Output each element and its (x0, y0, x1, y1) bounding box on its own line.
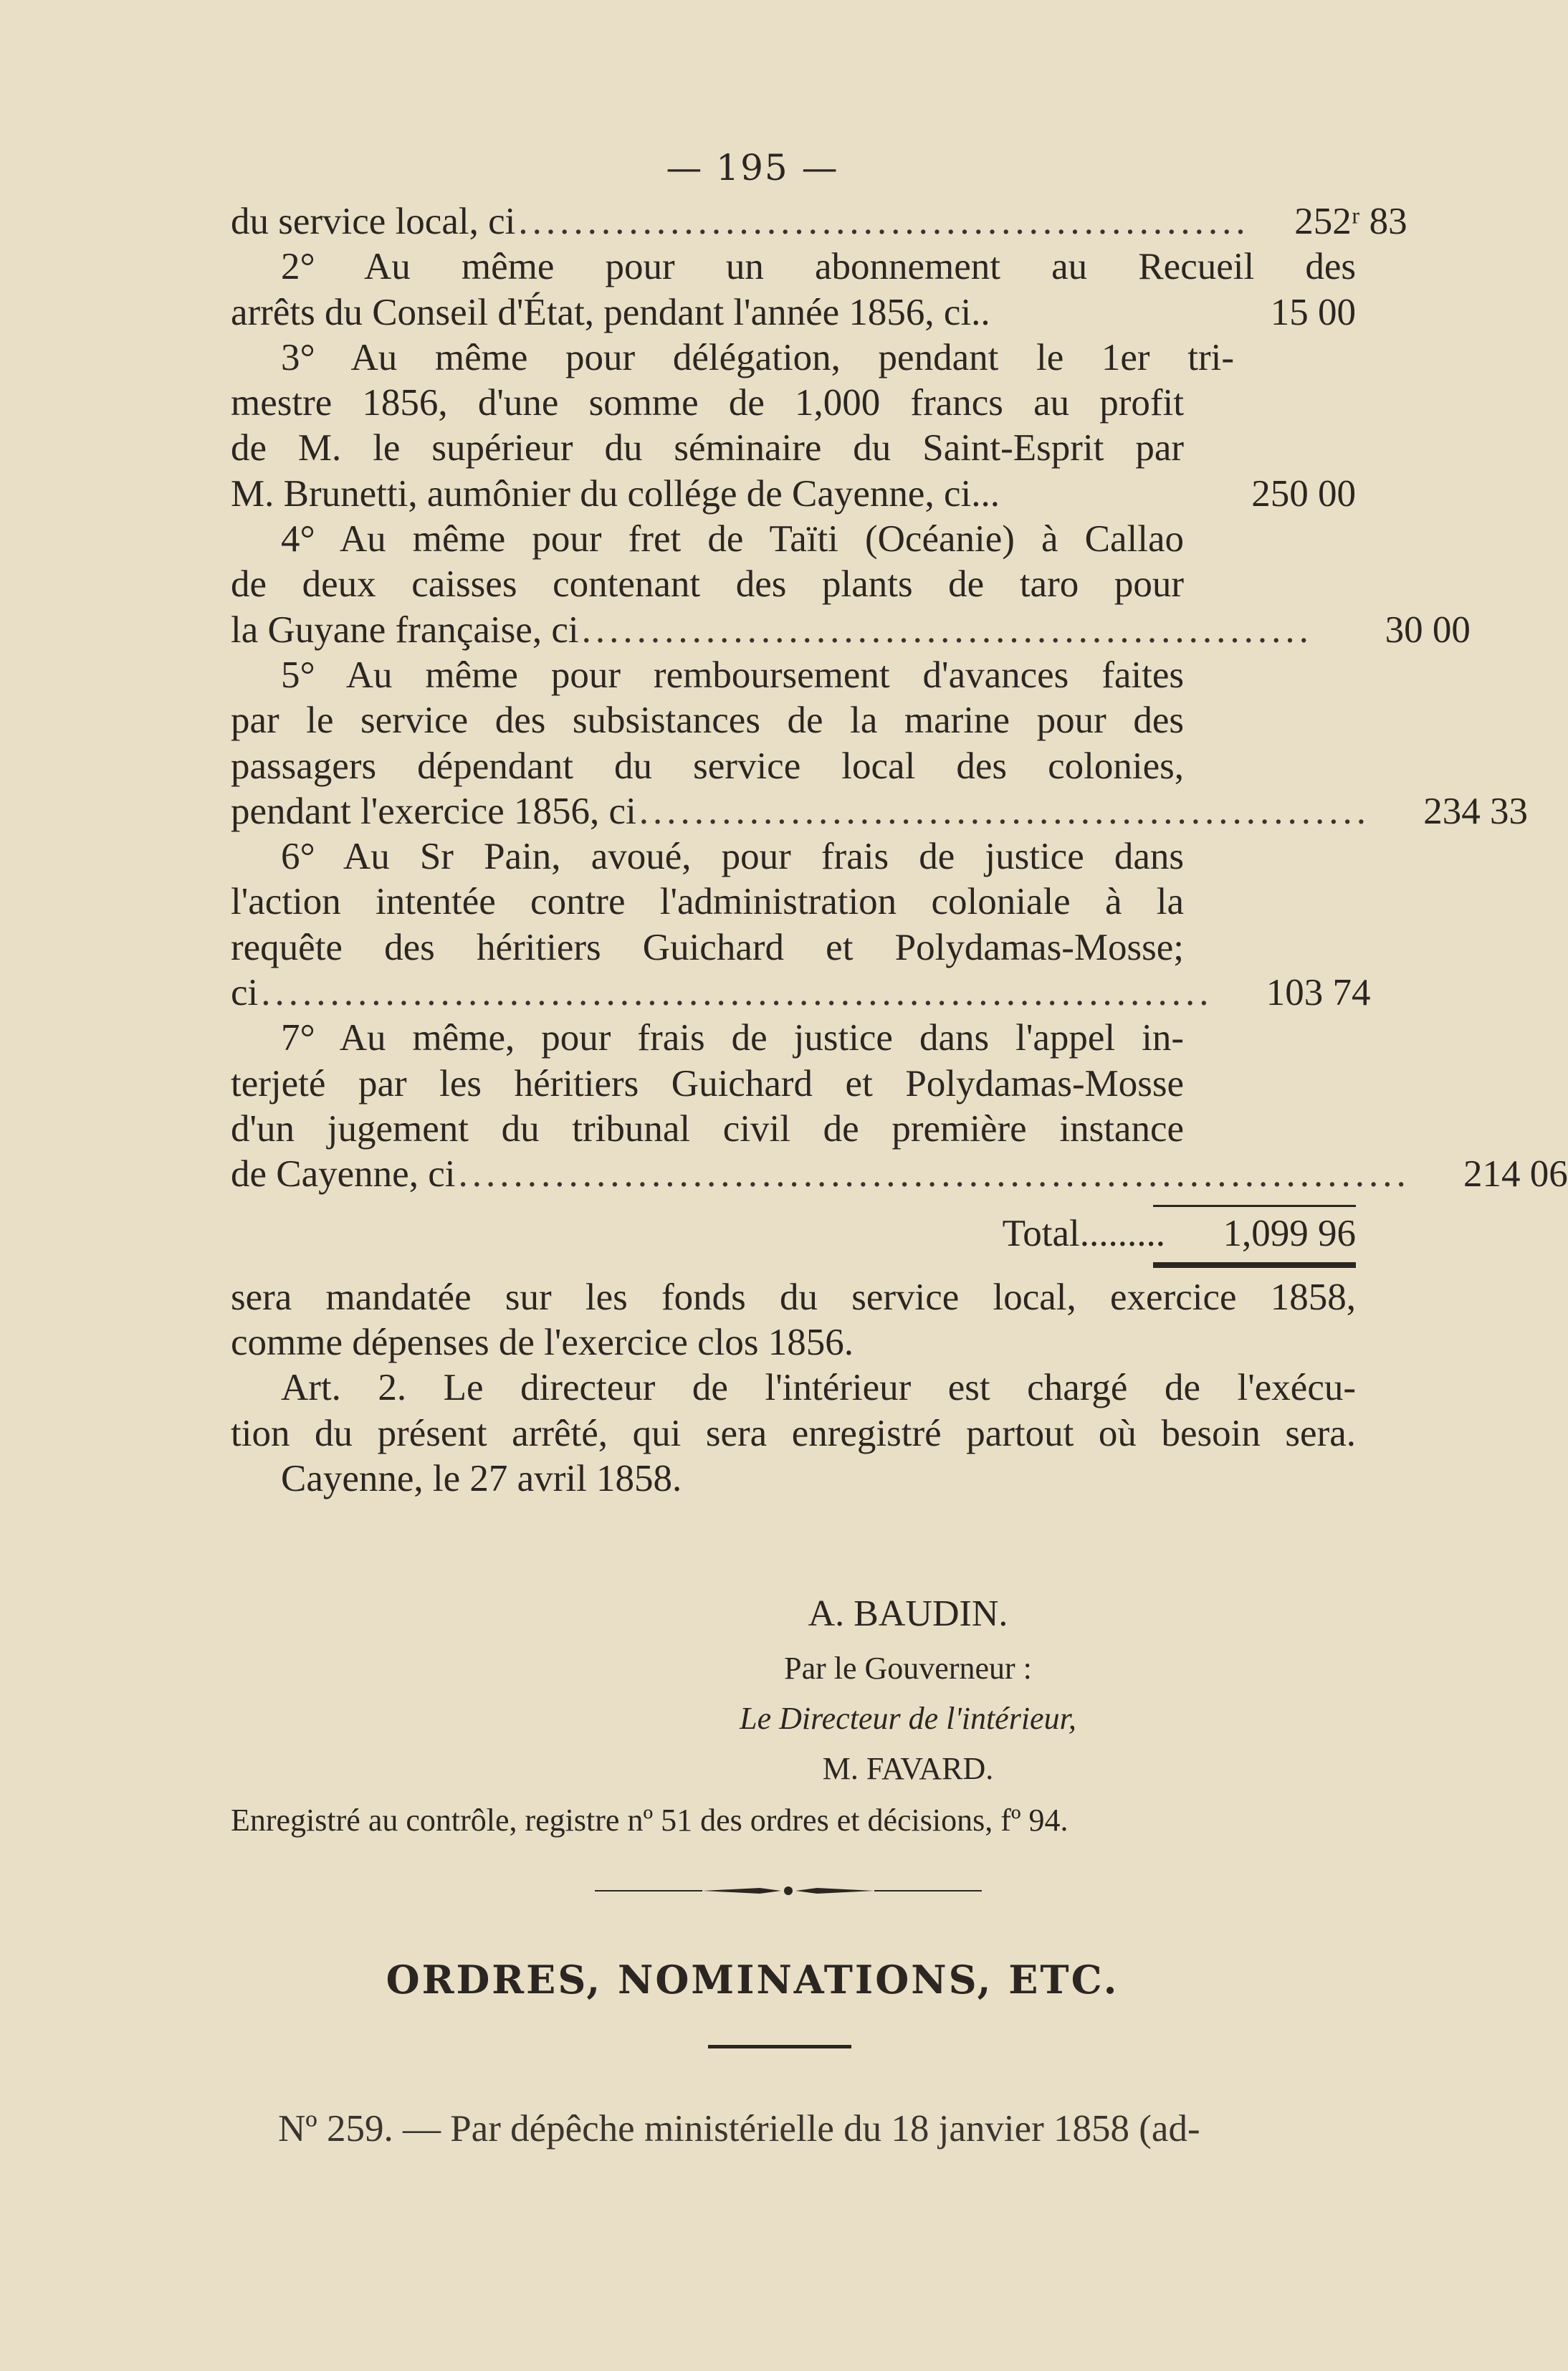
leader-dots: ..................................................................... (261, 972, 1213, 1014)
total-label: Total (1002, 1212, 1080, 1254)
entry-line: passagers dépendant du service local des colonies, (231, 745, 1184, 787)
entry-line: l'action intentée contre l'administration coloniale à la (231, 881, 1184, 923)
closing-line: sera mandatée sur les fonds du service local, exercice 1858, (231, 1276, 1356, 1318)
list-item (231, 1016, 1568, 1197)
closing-line: comme dépenses de l'exercice clos 1856. (231, 1322, 854, 1364)
entry-number: 3° (281, 336, 315, 378)
list-item (231, 653, 1529, 834)
entry-text: du service local, ci (231, 201, 516, 242)
entry-line: Au même pour remboursement d'avances faites (345, 654, 1185, 696)
countersign-name: M. FAVARD. (822, 1751, 994, 1786)
section-heading: ORDRES, NOMINATIONS, ETC. (386, 1957, 1119, 2003)
list-item (231, 834, 1371, 1016)
heading-rule (708, 2045, 851, 2048)
last-line: Nº 259. — Par dépêche ministérielle du 18 janvier 1858 (ad- (278, 2108, 1200, 2150)
leader-dots: ..................................................................... (458, 1153, 1410, 1196)
entry-line: pendant l'exercice 1856, ci (231, 790, 636, 832)
signature-name: A. BAUDIN. (808, 1593, 1008, 1634)
entry-line: de deux caisses contenant des plants de taro pour (231, 563, 1184, 606)
entry-line: ci (231, 972, 259, 1014)
entry-amount: 214 06 (1463, 1153, 1568, 1196)
signature-title: Le Directeur de l'intérieur, (740, 1701, 1076, 1736)
list-item (231, 335, 1356, 517)
signature-by: Par le Gouverneur : (784, 1651, 1032, 1686)
entry-line: la Guyane française, ci (231, 609, 579, 651)
entry-line: de Cayenne, ci (231, 1153, 456, 1196)
entry-number: 5° (281, 654, 315, 696)
entry-line: terjeté par les héritiers Guichard et Polydamas-Mosse (231, 1062, 1184, 1105)
entry-amount: 234 33 (1423, 790, 1529, 832)
list-item (231, 517, 1471, 653)
entry-line: arrêts du Conseil d'État, pendant l'année 1856, ci.. (231, 291, 990, 333)
total-rule (1153, 1262, 1356, 1268)
registration-note: Enregistré au contrôle, registre nº 51 des ordres et décisions, fº 94. (231, 1803, 1069, 1838)
entry-line: Au même pour délégation, pendant le 1er tri- (350, 336, 1234, 378)
list-item (231, 199, 1407, 244)
entry-line: requête des héritiers Guichard et Polydamas-Mosse; (231, 926, 1184, 968)
total-amount: 1,099 96 (1223, 1212, 1356, 1254)
page-number: — 195 — (666, 147, 839, 189)
leader-dots: ..................................................... (581, 609, 1313, 651)
entry-line: M. Brunetti, aumônier du collége de Cayenne, ci... (231, 472, 1000, 515)
entry-number: 7° (281, 1017, 315, 1059)
sum-rule (1153, 1205, 1356, 1207)
closing-paragraph (231, 1275, 1356, 1502)
article-line: Art. 2. Le directeur de l'intérieur est chargé de l'exécu- (281, 1367, 1356, 1409)
leader-dots: ..................................................... (639, 790, 1371, 832)
entry-amount: 15 00 (1270, 291, 1356, 333)
ornament-divider (595, 1882, 982, 1899)
entry-number: 6° (281, 836, 315, 878)
entry-amount: 30 00 (1385, 609, 1471, 651)
place-date: Cayenne, le 27 avril 1858. (281, 1458, 682, 1500)
expense-list (231, 199, 1568, 1502)
list-item (231, 244, 1356, 335)
leader-dots: ..................................................... (518, 201, 1250, 242)
entry-amount: 103 74 (1266, 972, 1371, 1014)
entry-line: Au même pour un abonnement au Recueil des (363, 246, 1356, 288)
entry-number: 2° (281, 246, 315, 288)
entry-line: Au même pour fret de Taïti (Océanie) à Callao (339, 518, 1184, 560)
article-line: tion du présent arrêté, qui sera enregistré partout où besoin sera. (231, 1412, 1356, 1454)
total-dots: ......... (1079, 1212, 1165, 1254)
entry-line: de M. le supérieur du séminaire du Saint-Esprit par (231, 427, 1184, 469)
entry-number: 4° (281, 518, 315, 560)
entry-line: Au même, pour frais de justice dans l'appel in- (339, 1017, 1185, 1059)
total-row (231, 1211, 1356, 1256)
entry-line: par le service des subsistances de la marine pour des (231, 700, 1184, 742)
entry-line: d'un jugement du tribunal civil de première instance (231, 1107, 1184, 1150)
entry-line: mestre 1856, d'une somme de 1,000 francs au profit (231, 382, 1184, 424)
entry-amount: 252ʳ 83 (1294, 201, 1407, 242)
entry-line: Au Sr Pain, avoué, pour frais de justice dans (343, 836, 1184, 878)
entry-amount: 250 00 (1251, 472, 1356, 515)
